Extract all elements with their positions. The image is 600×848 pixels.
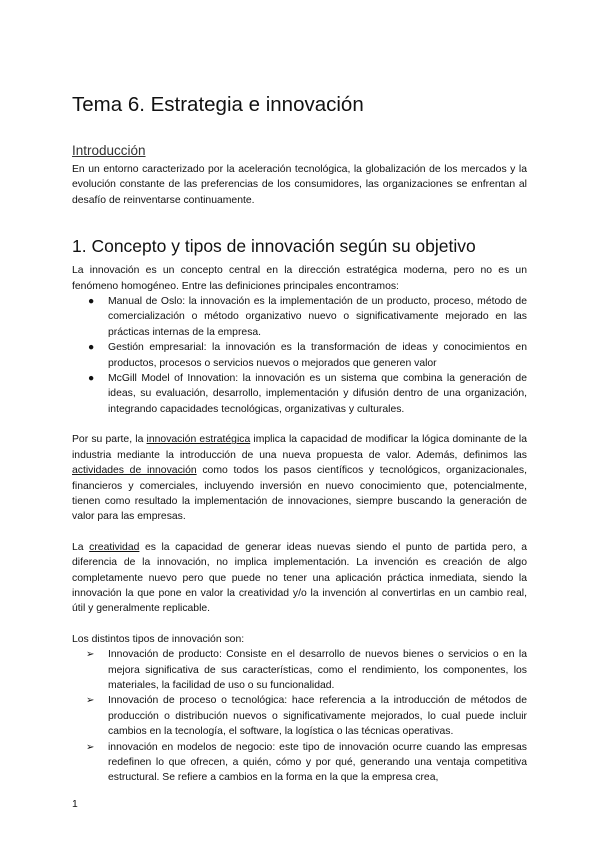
list-item: ➢ Innovación de proceso o tecnológica: hace referencia a la introducción de métodos de producción o distribución nuevos o significativamente mejorados, lo cual puede incluir cambios en la tecnología, el software, la logística o las técnicas operativas. — [86, 695, 527, 738]
section-1-paragraph-3: La creatividad es la capacidad de generar ideas nuevas siendo el punto de partida pero, a diferencia de la innovación, no implica implementación. La invención es creación de algo completamente nuevo pero que puede no tener una aplicación práctica inmediata, siendo la innovación la que pone en valor la creatividad y/o la invención al convertirlas en un cambio real, útil y generalmente replicable. — [72, 541, 527, 615]
innovation-types-list — [72, 647, 527, 786]
list-item: ➢ Innovación de producto: Consiste en el desarrollo de nuevos bienes o servicios o en la mejora significativa de sus características, como el rendimiento, los componentes, los materiales, la facilidad de uso o su funcionalidad. — [86, 649, 527, 691]
arrow-bullet-icon: ➢ — [86, 649, 95, 661]
section-1-paragraph-2: Por su parte, la innovación estratégica implica la capacidad de modificar la lógica dominante de la industria mediante la introducción de una nueva propuesta de valor. Además, definimos las actividades de innovación como todos los pasos científicos y tecnológicos, organizacionales, financieros y comerciales, incluyendo inversión en nuevo conocimiento que, potencialmente, tienen como resultado la implementación de innovaciones, siempre buscando la generación de valor para las empresas. — [72, 434, 528, 523]
term-innovacion-estrategica: innovación estratégica — [146, 434, 251, 446]
list-item: ● Gestión empresarial: la innovación es la transformación de ideas y conocimientos en productos, procesos o servicios nuevos o mejorados que generen valor — [88, 342, 527, 369]
list-item: ● Manual de Oslo: la innovación es la implementación de un producto, proceso, método de comercialización o método organizativo nuevo o significativamente mejorado en las prácticas internas de la empresa. — [88, 296, 527, 338]
definitions-list — [72, 294, 527, 417]
bullet-icon: ● — [88, 342, 95, 354]
term-creatividad: creatividad — [89, 541, 140, 553]
term-actividades-innovacion: actividades de innovación — [72, 465, 197, 477]
list-item: ➢ innovación en modelos de negocio: este tipo de innovación ocurre cuando las empresas redefinen lo que ofrecen, a quién, cómo y por qué, generando una ventaja competitiva estructural. Se refiere a cambios en la forma en la que la empresa crea, — [86, 741, 527, 784]
bullet-icon: ● — [88, 373, 95, 385]
arrow-bullet-icon: ➢ — [86, 741, 95, 753]
intro-heading: Introducción — [72, 143, 146, 158]
bullet-icon: ● — [88, 296, 95, 308]
intro-paragraph: En un entorno caracterizado por la aceleración tecnológica, la globalización de los mercados y la evolución constante de las preferencias de los consumidores, las organizaciones se enfrentan al desafío de reinventarse continuamente. — [72, 164, 527, 206]
section-1-heading: 1. Concepto y tipos de innovación según su objetivo — [72, 236, 476, 257]
list-item: ● McGill Model of Innovation: la innovación es un sistema que combina la generación de ideas, su evaluación, desarrollo, implementación y difusión dentro de una organización, integrando capacidades tecnológicas, organizativas y culturales. — [88, 373, 527, 415]
arrow-bullet-icon: ➢ — [86, 695, 95, 707]
page-number: 1 — [72, 799, 78, 810]
section-1-paragraph-4: Los distintos tipos de innovación son: — [72, 633, 245, 645]
section-1-paragraph-1: La innovación es un concepto central en la dirección estratégica moderna, pero no es un fenómeno homogéneo. Entre las definiciones principales encontramos: — [72, 265, 527, 292]
page-content — [72, 93, 527, 786]
page-title: Tema 6. Estrategia e innovación — [72, 93, 364, 116]
